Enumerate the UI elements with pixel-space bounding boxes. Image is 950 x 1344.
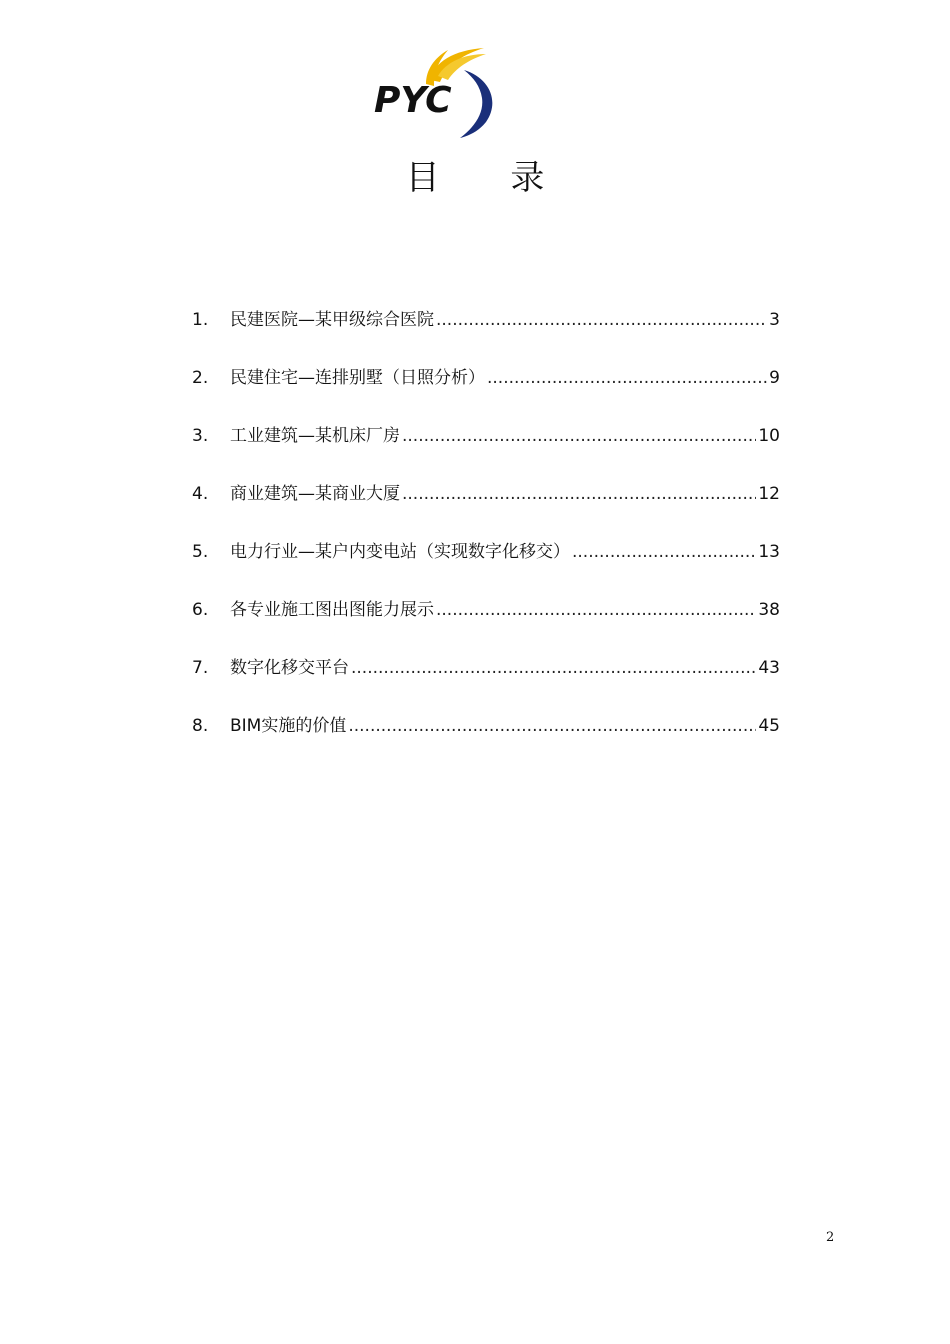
toc-entry-title: 商业建筑—某商业大厦 [230, 484, 400, 504]
toc-entry-number: 6. [192, 600, 209, 620]
toc-entry-number: 3. [192, 426, 209, 446]
toc-entry[interactable] [192, 363, 780, 421]
toc-entry[interactable] [192, 537, 780, 595]
toc-entry[interactable] [192, 421, 780, 479]
toc-entry-page: 13 [758, 542, 780, 562]
toc-entry-page: 45 [758, 716, 780, 736]
toc-entry-number: 7. [192, 658, 209, 678]
toc-entry-page: 38 [758, 600, 780, 620]
toc-entry-title: 各专业施工图出图能力展示 [230, 600, 434, 620]
toc-entry[interactable] [192, 595, 780, 653]
toc-entry-page: 12 [758, 484, 780, 504]
toc-entry-title: 数字化移交平台 [230, 658, 349, 678]
company-logo [368, 40, 504, 140]
toc-entry-number: 5. [192, 542, 209, 562]
toc-entry[interactable] [192, 653, 780, 711]
toc-leader-dots [436, 600, 756, 620]
toc-entry-number: 4. [192, 484, 209, 504]
toc-entry-title: 民建住宅—连排别墅（日照分析） [230, 368, 485, 388]
toc-entry-title: BIM实施的价值 [230, 716, 347, 736]
toc-entry-number: 8. [192, 716, 209, 736]
toc-entry-number: 1. [192, 310, 209, 330]
table-of-contents [192, 305, 780, 769]
toc-entry-title: 工业建筑—某机床厂房 [230, 426, 400, 446]
toc-entry-title: 电力行业—某户内变电站（实现数字化移交） [230, 542, 570, 562]
toc-leader-dots [436, 310, 767, 330]
toc-entry-title: 民建医院—某甲级综合医院 [230, 310, 434, 330]
toc-entry[interactable] [192, 479, 780, 537]
toc-entry-page: 43 [758, 658, 780, 678]
toc-leader-dots [402, 426, 756, 446]
page-number: 2 [826, 1230, 835, 1245]
toc-entry-number: 2. [192, 368, 209, 388]
toc-leader-dots [572, 542, 756, 562]
toc-leader-dots [402, 484, 756, 504]
toc-leader-dots [348, 716, 756, 736]
toc-entry-page: 3 [769, 310, 780, 330]
svg-text:PYC: PYC [374, 80, 452, 121]
toc-entry[interactable] [192, 711, 780, 769]
toc-entry-page: 9 [769, 368, 780, 388]
toc-leader-dots [487, 368, 767, 388]
pyc-logo-icon [368, 40, 504, 140]
toc-title: 目 录 [405, 158, 575, 198]
toc-entry-page: 10 [758, 426, 780, 446]
toc-entry[interactable] [192, 305, 780, 363]
toc-leader-dots [351, 658, 756, 678]
